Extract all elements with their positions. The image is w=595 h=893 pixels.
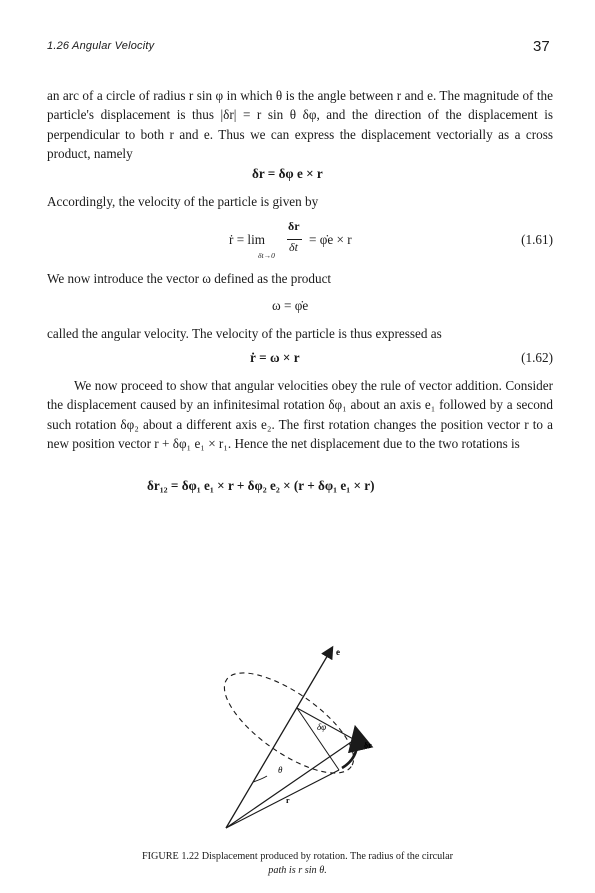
paragraph-velocity-intro: Accordingly, the velocity of the particle is given by: [47, 194, 319, 209]
running-header-section: 1.26 Angular Velocity: [47, 40, 155, 52]
label-r: r: [286, 796, 290, 805]
displacement-arrow-dr: [342, 730, 357, 768]
label-theta: θ: [278, 765, 283, 775]
page-number: 37: [533, 38, 550, 55]
equation-velocity-numerator: δr: [288, 219, 300, 233]
paragraph-omega-intro: We now introduce the vector ω defined as the product: [47, 271, 332, 286]
radius-line-1: [297, 708, 339, 770]
equation-number-1-62: (1.62): [521, 350, 553, 365]
equation-velocity-denominator: δt: [289, 240, 298, 254]
equation-number-1-61: (1.61): [521, 232, 553, 247]
label-dphi: δφ: [317, 722, 327, 732]
equation-dr12: δr₁₂ = δφ₁ e₁ × r + δφ₂ e₂ × (r + δφ₁ e₁ × r): [147, 478, 375, 493]
figure-caption-line2: path is r sin θ.: [268, 865, 327, 876]
paragraph-vector-addition: We now proceed to show that angular velocities obey the rule of vector addition. Consider the displacement caused by an infinitesimal rotation δφ₁ about an axis e₁ followed by a second such rotation δφ₂ about a different axis e₂. The first rotation changes the position vector r to a new position vector r + δφ₁ e₁ × r₁. Hence the net displacement due to the two rotations is: [47, 378, 553, 452]
label-dr: δr: [364, 741, 372, 750]
equation-omega: ω = φ̇e: [272, 298, 309, 313]
paragraph-angular-velocity: called the angular velocity. The velocity of the particle is thus expressed as: [47, 326, 442, 341]
figure-caption-line1: FIGURE 1.22 Displacement produced by rotation. The radius of the circular: [141, 851, 453, 862]
equation-velocity-rhs: = φ̇e × r: [309, 232, 352, 247]
dashed-circular-path: [210, 655, 369, 791]
equation-velocity-limit: δt→0: [258, 251, 275, 260]
position-vector-rotated: [226, 738, 357, 828]
paragraph-displacement-arc: an arc of a circle of radius r sin φ in which θ is the angle between r and e. The magnitude of the particle's displacement is thus |δr| = r sin θ δφ, and the direction of the displacement is perpendicular to both r and e. Thus we can express the displacement vectorially as a cross product, namely: [47, 88, 553, 162]
equation-rdot: ṙ = ω × r: [250, 350, 300, 365]
equation-displacement: δr = δφ e × r: [252, 166, 323, 181]
label-e: e: [336, 647, 340, 657]
equation-velocity-lhs: ṙ = lim: [229, 232, 266, 247]
